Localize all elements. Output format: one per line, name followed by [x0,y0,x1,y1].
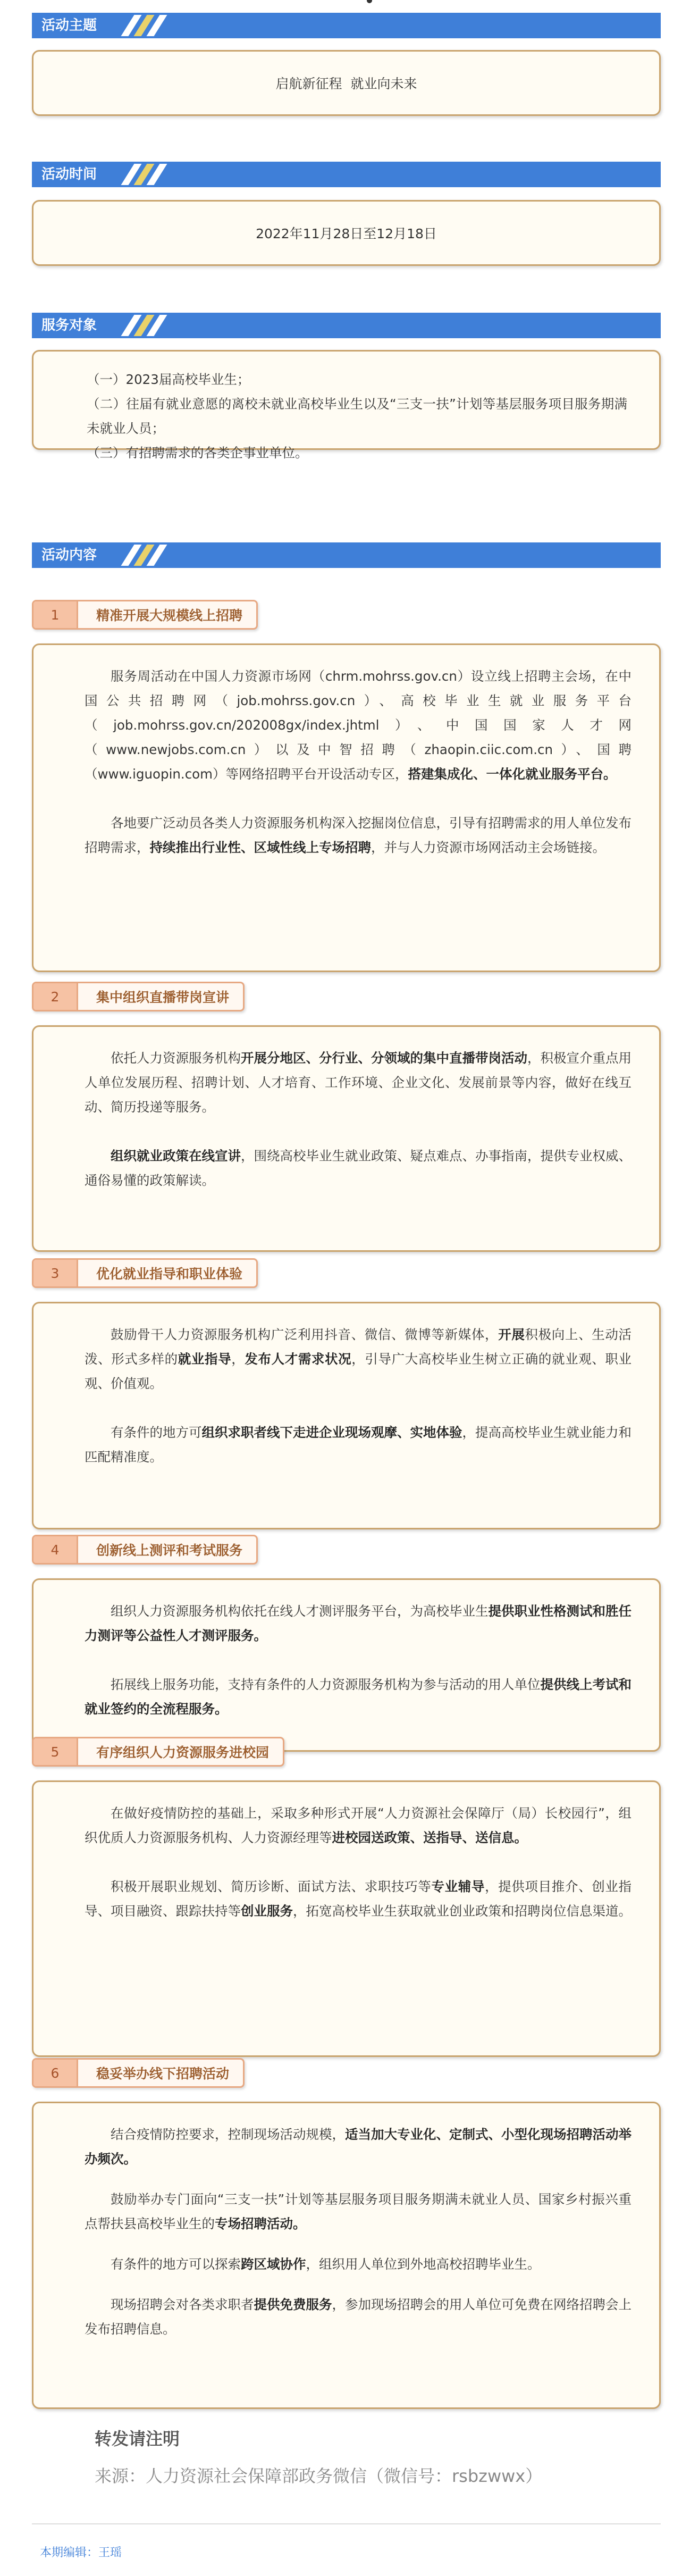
section-header-time [32,162,661,187]
stripes-decoration [128,15,175,36]
item-pill-2 [32,982,245,1011]
item-label: 稳妥举办线下招聘活动 [96,2066,230,2081]
audience-line-1: （一）2023届高校毕业生； [87,372,250,387]
item-number: 5 [33,1738,78,1765]
section-header-audience [32,313,661,338]
item3-paragraph-2: 有条件的地方可组织求职者线下走进企业现场观摩、实地体验，提高高校毕业生就业能力和匹配精准度。 [85,1425,632,1465]
item-box-5 [32,1780,661,2057]
item1-paragraph-2: 各地要广泛动员各类人力资源服务机构深入挖掘岗位信息，引导有招聘需求的用人单位发布招聘需求，持续推出行业性、区域性线上专场招聘，并与人力资源市场网活动主会场链接。 [85,815,632,855]
item-number: 3 [33,1260,78,1286]
time-box [32,200,661,266]
item-box-3 [32,1302,661,1529]
item-number: 4 [33,1536,78,1563]
item6-paragraph-1: 结合疫情防控要求，控制现场活动规模，适当加大专业化、定制式、小型化现场招聘活动举办频次。 [85,2127,632,2167]
item2-paragraph-2: 组织就业政策在线宣讲，围绕高校毕业生就业政策、疑点难点、办事指南，提供专业权威、通俗易懂的政策解读。 [85,1148,632,1188]
item-number: 1 [33,601,78,628]
theme-content: 启航新征程 就业向未来 [275,76,417,91]
footer-divider [32,2523,661,2524]
theme-box [32,50,661,116]
repost-notice-title: 转发请注明 [95,2429,180,2449]
item-pill-1 [32,600,258,630]
item-label: 精准开展大规模线上招聘 [96,608,243,623]
item4-paragraph-1: 组织人力资源服务机构依托在线人才测评服务平台，为高校毕业生提供职业性格测试和胜任力测评等公益性人才测评服务。 [85,1603,632,1643]
source-text: 来源：人力资源社会保障部政务微信（微信号：rsbzwwx） [95,2466,543,2486]
stripes-decoration [128,315,175,336]
audience-box [32,350,661,461]
stripes-decoration [128,545,175,566]
section-header-theme [32,13,661,38]
item-number: 6 [33,2060,78,2086]
section-header-activities [32,542,661,568]
time-content: 2022年11月28日至12月18日 [256,226,437,241]
section-title-time: 活动时间 [41,166,97,182]
item-box-1 [32,643,661,972]
stripes-decoration [128,164,175,185]
item-label: 优化就业指导和职业体验 [96,1266,243,1282]
item5-paragraph-2: 积极开展职业规划、简历诊断、面试方法、求职技巧等专业辅导，提供项目推介、创业指导、项目融资、跟踪扶持等创业服务，拓宽高校毕业生获取就业创业政策和招聘岗位信息渠道。 [85,1879,632,1919]
editor-credit: 本期编辑：王瑶 [40,2546,122,2560]
top-decoration-dot [367,0,372,3]
item6-paragraph-2: 鼓励举办专门面向“三支一扶”计划等基层服务项目服务期满未就业人员、国家乡村振兴重点帮扶县高校毕业生的专场招聘活动。 [85,2192,632,2231]
item1-paragraph-1: 服务周活动在中国人力资源市场网（chrm.mohrss.gov.cn）设立线上招聘主会场，在中国公共招聘网（job.mohrss.gov.cn）、高校毕业生就业服务平台（job.mohrss.gov.cn/202008gx/index.jhtml）、中国国家人才网（www.newjobs.com.cn）以及中智招聘（zhaopin.ciic.com.cn）、国聘（www.iguopin.com）等网络招聘平台开设活动专区，搭建集成化、一体化就业服务平台。 [85,668,632,782]
item-label: 有序组织人力资源服务进校园 [96,1745,270,1760]
item3-paragraph-1: 鼓励骨干人力资源服务机构广泛利用抖音、微信、微博等新媒体，开展积极向上、生动活泼、形式多样的就业指导，发布人才需求状况，引导广大高校毕业生树立正确的就业观、职业观、价值观。 [85,1327,632,1391]
section-title-activities: 活动内容 [41,547,97,563]
item6-paragraph-4: 现场招聘会对各类求职者提供免费服务，参加现场招聘会的用人单位可免费在网络招聘会上发布招聘信息。 [85,2297,632,2337]
item-pill-6 [32,2058,245,2088]
item-pill-4 [32,1535,258,1565]
audience-line-2: （二）往届有就业意愿的离校未就业高校毕业生以及“三支一扶”计划等基层服务项目服务期满未就业人员； [87,396,627,436]
item-box-2 [32,1025,661,1252]
item-pill-5 [32,1737,284,1767]
item-pill-3 [32,1258,258,1288]
item5-paragraph-1: 在做好疫情防控的基础上，采取多种形式开展“人力资源社会保障厅（局）长校园行”，组织优质人力资源服务机构、人力资源经理等进校园送政策、送指导、送信息。 [85,1805,632,1845]
item-label: 创新线上测评和考试服务 [96,1543,243,1558]
item-number: 2 [33,983,78,1010]
item-box-4 [32,1578,661,1752]
item2-paragraph-1: 依托人力资源服务机构开展分地区、分行业、分领域的集中直播带岗活动，积极宣介重点用人单位发展历程、招聘计划、人才培育、工作环境、企业文化、发展前景等内容，做好在线互动、简历投递等服务。 [85,1050,632,1115]
section-title-audience: 服务对象 [41,317,97,333]
item4-paragraph-2: 拓展线上服务功能，支持有条件的人力资源服务机构为参与活动的用人单位提供线上考试和就业签约的全流程服务。 [85,1677,632,1717]
item-label: 集中组织直播带岗宣讲 [96,990,230,1005]
item-box-6 [32,2102,661,2409]
section-title-theme: 活动主题 [41,18,97,34]
item6-paragraph-3: 有条件的地方可以探索跨区域协作，组织用人单位到外地高校招聘毕业生。 [111,2256,541,2272]
audience-line-3: （三）有招聘需求的各类企事业单位。 [87,445,308,461]
